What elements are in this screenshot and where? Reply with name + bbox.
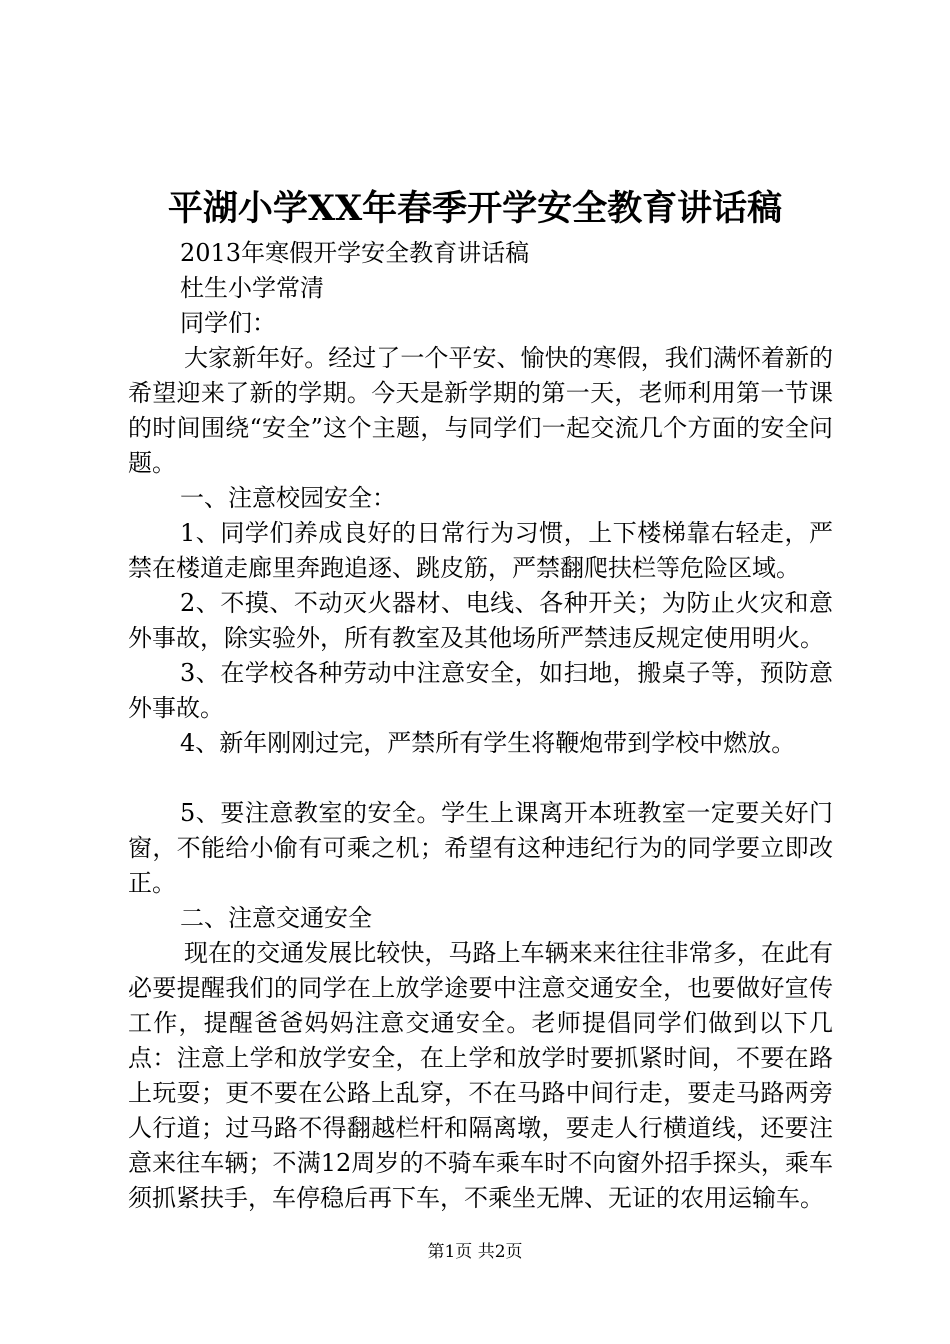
paragraph-item-5: 5、要注意教室的安全。学生上课离开本班教室一定要关好门窗，不能给小偷有可乘之机；希望有这种违纪行为的同学要立即改正。 (128, 799, 833, 897)
paragraph-item-4: 4、新年刚刚过完，严禁所有学生将鞭炮带到学校中燃放。 (180, 729, 796, 757)
paragraph-item-1: 1、同学们养成良好的日常行为习惯，上下楼梯靠右轻走，严禁在楼道走廊里奔跑追逐、跳皮筋，严禁翻爬扶栏等危险区域。 (128, 519, 833, 582)
blank-line (128, 761, 833, 796)
paragraph-traffic: 现在的交通发展比较快，马路上车辆来来往往非常多，在此有必要提醒我们的同学在上放学途要中注意交通安全，也要做好宣传工作，提醒爸爸妈妈注意交通安全。老师提倡同学们做到以下几点：注意上学和放学安全，在上学和放学时要抓紧时间，不要在路上玩耍；更不要在公路上乱穿，不在马路中间行走，要走马路两旁人行道；过马路不得翻越栏杆和隔离墩，要走人行横道线，还要注意来往车辆；不满12周岁的不骑车乘车时不向窗外招手探头，乘车须抓紧扶手，车停稳后再下车，不乘坐无牌、无证的农用运输车。 (128, 939, 833, 1212)
section-heading-traffic: 二、注意交通安全 (180, 904, 372, 932)
document-subtitle: 2013年寒假开学安全教育讲话稿 (180, 239, 530, 267)
paragraph-item-3: 3、在学校各种劳动中注意安全，如扫地，搬桌子等，预防意外事故。 (128, 659, 833, 722)
page-footer: 第1页 共2页 (427, 1242, 523, 1262)
paragraph-greeting: 大家新年好。经过了一个平安、愉快的寒假，我们满怀着新的希望迎来了新的学期。今天是新学期的第一天，老师利用第一节课的时间围绕“安全”这个主题，与同学们一起交流几个方面的安全问题。 (128, 344, 833, 477)
document-title: 平湖小学XX年春季开学安全教育讲话稿 (167, 188, 783, 229)
document-author: 杜生小学常清 (180, 274, 324, 302)
document-salutation: 同学们： (180, 309, 276, 337)
paragraph-item-2: 2、不摸、不动灭火器材、电线、各种开关；为防止火灾和意外事故，除实验外，所有教室及其他场所严禁违反规定使用明火。 (128, 589, 833, 652)
document-body (128, 236, 833, 1216)
section-heading-campus: 一、注意校园安全： (180, 484, 396, 512)
